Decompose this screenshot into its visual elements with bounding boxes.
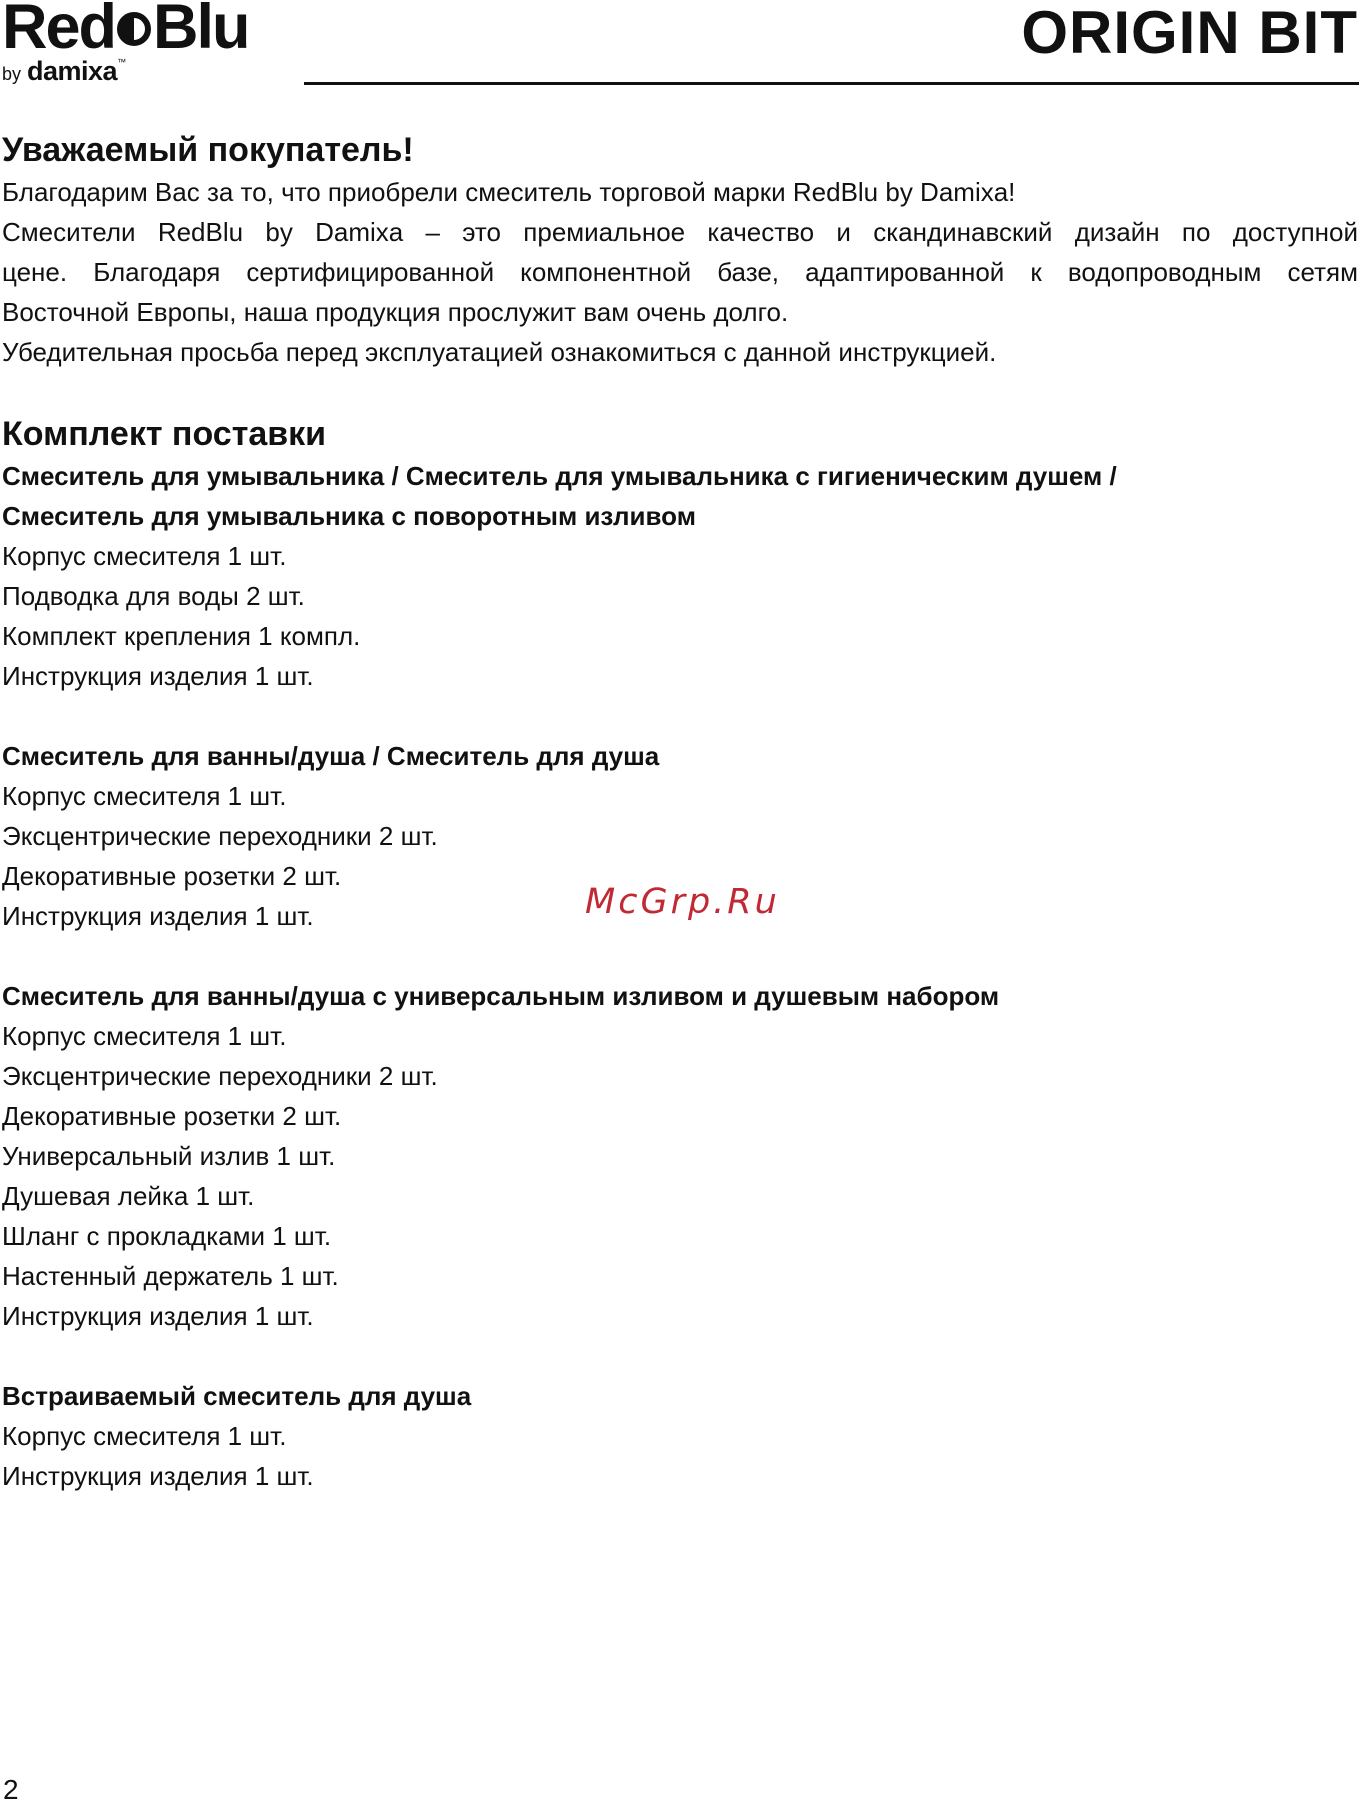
trademark-mark: ™	[117, 57, 127, 67]
brand-maker-name: damixa	[27, 56, 118, 86]
spacer	[2, 1336, 1358, 1376]
spacer	[2, 696, 1358, 736]
kit-item: Декоративные розетки 2 шт.	[2, 1101, 342, 1131]
kit-item: Инструкция изделия 1 шт.	[2, 1461, 314, 1491]
intro-line: Благодарим Вас за то, что приобрели смеситель торговой марки RedBlu by Damixa!	[2, 177, 1016, 207]
kit-group-title: Смеситель для ванны/душа с универсальным изливом и душевым набором	[2, 981, 1000, 1011]
spacer	[2, 936, 1358, 976]
kit-item: Шланг с прокладками 1 шт.	[2, 1221, 332, 1251]
page-number: 2	[3, 1774, 19, 1805]
kit-item: Корпус смесителя 1 шт.	[2, 541, 287, 571]
brand-subline	[2, 58, 126, 85]
kit-group-washbasin	[2, 456, 1358, 696]
kit-group-bath-universal-spout	[2, 976, 1358, 1336]
kit-item: Корпус смесителя 1 шт.	[2, 1421, 287, 1451]
watermark: McGrp.Ru	[585, 882, 780, 922]
brand-wordmark-blu: Blu	[153, 0, 249, 62]
kit-item: Настенный держатель 1 шт.	[2, 1261, 339, 1291]
kit-item: Комплект крепления 1 компл.	[2, 621, 361, 651]
kit-group-title: Смеситель для умывальника / Смеситель для умывальника с гигиеническим душем /	[2, 461, 1117, 491]
half-circle-icon	[117, 12, 151, 46]
intro-line: Смесители RedBlu by Damixa – это премиальное качество и скандинавский дизайн по доступной	[2, 217, 1358, 247]
kit-item: Душевая лейка 1 шт.	[2, 1181, 255, 1211]
brand-logo	[2, 0, 282, 90]
intro-line: Убедительная просьба перед эксплуатацией ознакомиться с данной инструкцией.	[2, 337, 997, 367]
kit-item: Корпус смесителя 1 шт.	[2, 781, 287, 811]
kit-item: Эксцентрические переходники 2 шт.	[2, 1061, 438, 1091]
kit-item: Инструкция изделия 1 шт.	[2, 901, 314, 931]
kit-item: Инструкция изделия 1 шт.	[2, 661, 314, 691]
kit-item: Универсальный излив 1 шт.	[2, 1141, 336, 1171]
kit-group-title: Смеситель для умывальника с поворотным изливом	[2, 501, 696, 531]
kit-item: Инструкция изделия 1 шт.	[2, 1301, 314, 1331]
kit-item: Декоративные розетки 2 шт.	[2, 861, 342, 891]
intro-line: цене. Благодаря сертифицированной компонентной базе, адаптированной к водопроводным сетям	[2, 257, 1358, 287]
brand-wordmark-red: Red	[2, 0, 116, 62]
kit-item: Корпус смесителя 1 шт.	[2, 1021, 287, 1051]
intro-line: Восточной Европы, наша продукция прослужит вам очень долго.	[2, 297, 789, 327]
header-divider	[304, 82, 1359, 85]
kit-group-title: Встраиваемый смеситель для душа	[2, 1381, 472, 1411]
spacer	[2, 372, 1358, 412]
brand-by-text: by	[2, 64, 22, 84]
product-title: ORIGIN BIT	[1021, 0, 1358, 66]
page-content	[2, 128, 1358, 1496]
greeting-heading: Уважаемый покупатель!	[2, 131, 414, 169]
kit-item: Подводка для воды 2 шт.	[2, 581, 305, 611]
kit-group-built-in-shower	[2, 1376, 1358, 1496]
kit-heading: Комплект поставки	[2, 415, 327, 453]
kit-item: Эксцентрические переходники 2 шт.	[2, 821, 438, 851]
kit-group-title: Смеситель для ванны/душа / Смеситель для душа	[2, 741, 660, 771]
